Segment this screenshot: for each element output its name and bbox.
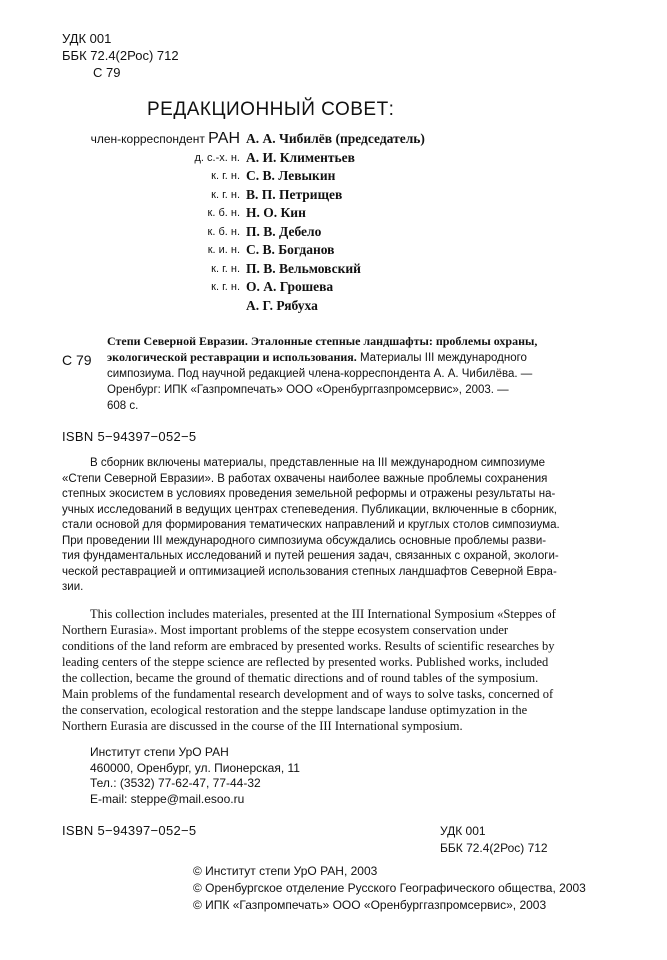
member-degree: к. г. н. xyxy=(211,188,240,201)
abstract-line: «Степи Северной Евразии». В работах охвачены наиболее важные проблемы сохранения xyxy=(62,472,548,485)
editorial-board-list xyxy=(0,130,667,315)
catalog-line: симпозиума. Под научной редакцией члена-корреспондента А. А. Чибилёва. — xyxy=(107,368,533,380)
abstract-line: Main problems of the fundamental research development and of ways to solve tasks, concerned of xyxy=(62,687,554,701)
member-name: П. В. Вельмовский xyxy=(246,260,361,276)
institute-phone: Тел.: (3532) 77-62-47, 77-44-32 xyxy=(90,776,261,790)
member-name: Н. О. Кин xyxy=(246,205,306,220)
member-degree: к. г. н. xyxy=(211,281,240,293)
board-member xyxy=(0,278,667,297)
isbn-bottom: ISBN 5−94397−052−5 xyxy=(62,823,197,838)
member-name: С. В. Богданов xyxy=(246,242,335,257)
catalog-line: 608 с. xyxy=(107,400,139,412)
institute-email: E-mail: steppe@mail.esoo.ru xyxy=(90,791,245,806)
abstract-line: Northern Eurasia are discussed in the course of the III International symposium. xyxy=(62,719,463,733)
abstract-line: the collection, became the ground of thematic directions and of round tables of the symposium. xyxy=(62,671,539,685)
abstract-line: В сборник включены материалы, представленные на III международном симпозиуме xyxy=(90,457,546,469)
institute-contacts xyxy=(90,745,300,807)
member-name: А. Г. Рябуха xyxy=(246,297,318,313)
abstract-line: Northern Eurasia». Most important problems of the steppe ecosystem conservation under xyxy=(62,623,509,637)
catalog-code: С 79 xyxy=(62,352,92,368)
abstract-line: учных исследований в ведущих центрах степеведения. Публикации, включенные в сборник, xyxy=(62,503,557,516)
member-degree: д. с.-х. н. xyxy=(194,151,240,164)
copyright-line: © ИПК «Газпромпечать» ООО «Оренбурггазпромсервис», 2003 xyxy=(193,898,547,912)
member-degree: к. б. н. xyxy=(207,225,240,238)
copyright-line: © Оренбургское отделение Русского Географического общества, 2003 xyxy=(193,881,586,895)
udk-code: УДК 001 xyxy=(62,31,112,46)
catalog-line: Оренбург: ИПК «Газпромпечать» ООО «Оренбурггазпромсервис», 2003. — xyxy=(107,384,509,396)
udk-code-bottom: УДК 001 xyxy=(440,824,486,838)
member-degree: к. г. н. xyxy=(211,262,240,275)
member-name: А. А. Чибилёв (председатель) xyxy=(246,131,425,146)
catalog-line: экологической реставрации и использования. Материалы III международного xyxy=(107,350,527,364)
abstract-line: ческой реставрацией и оптимизацией использования степных ландшафтов Северной Евра- xyxy=(62,565,557,578)
abstract-line: При проведении III международного симпозиума обсуждались основные проблемы разви- xyxy=(62,534,547,547)
member-degree: к. г. н. xyxy=(211,170,240,182)
member-name: О. А. Грошева xyxy=(246,279,334,294)
catalog-entry xyxy=(107,333,612,414)
member-name: П. В. Дебело xyxy=(246,223,322,239)
classification-codes xyxy=(62,30,179,81)
board-member xyxy=(0,149,667,168)
bbk-code-bottom: ББК 72.4(2Рос) 712 xyxy=(440,841,548,855)
institute-name: Институт степи УрО РАН xyxy=(90,745,229,759)
member-name: А. И. Климентьев xyxy=(246,149,355,165)
member-name: С. В. Левыкин xyxy=(246,168,336,183)
member-degree: к. и. н. xyxy=(207,244,240,256)
board-member xyxy=(0,223,667,242)
abstract-line: leading centers of the steppe science are reflected by presented works. Published works, included xyxy=(62,655,549,669)
copyright-line: © Институт степи УрО РАН, 2003 xyxy=(193,864,378,878)
bottom-classification-codes xyxy=(440,823,548,857)
abstract-line: стали основой для формирования тематических направлений и круглых столов симпозиума. xyxy=(62,519,560,531)
abstract-line: тия фундаментальных исследований и путей решения задач, связанных с охраной, экологи- xyxy=(62,550,559,562)
abstract-line: This collection includes materiales, presented at the III International Symposium «Steppes of xyxy=(90,607,556,621)
board-member xyxy=(0,241,667,260)
board-member xyxy=(0,130,667,149)
board-member xyxy=(0,204,667,223)
abstract-russian xyxy=(62,456,606,596)
abstract-line: conditions of the land reform are embraced by presented works. Results of scientific researches by xyxy=(62,639,555,653)
bbk-code: ББК 72.4(2Рос) 712 xyxy=(62,48,179,63)
isbn: ISBN 5−94397−052−5 xyxy=(62,429,197,444)
member-degree: к. б. н. xyxy=(207,207,240,219)
board-member xyxy=(0,297,667,316)
board-member xyxy=(0,260,667,279)
author-sign: С 79 xyxy=(93,65,121,80)
abstract-line: степных экосистем в условиях проведения земельной реформы и отражены результаты на- xyxy=(62,488,556,500)
member-name: В. П. Петрищев xyxy=(246,186,343,202)
book-title-line: Степи Северной Евразии. Эталонные степные ландшафты: проблемы охраны, xyxy=(107,334,538,348)
abstract-line: зии. xyxy=(62,581,84,593)
editorial-board-title: РЕДАКЦИОННЫЙ СОВЕТ: xyxy=(147,99,395,120)
institute-address: 460000, Оренбург, ул. Пионерская, 11 xyxy=(90,760,300,775)
copyright-block xyxy=(193,863,586,914)
board-member xyxy=(0,186,667,205)
abstract-english xyxy=(62,606,606,734)
board-member xyxy=(0,167,667,186)
member-degree: член-корреспондент РАН xyxy=(90,130,240,147)
abstract-line: the conservation, ecological restoration and the steppe landscape landuse optimyzation in the xyxy=(62,703,528,717)
